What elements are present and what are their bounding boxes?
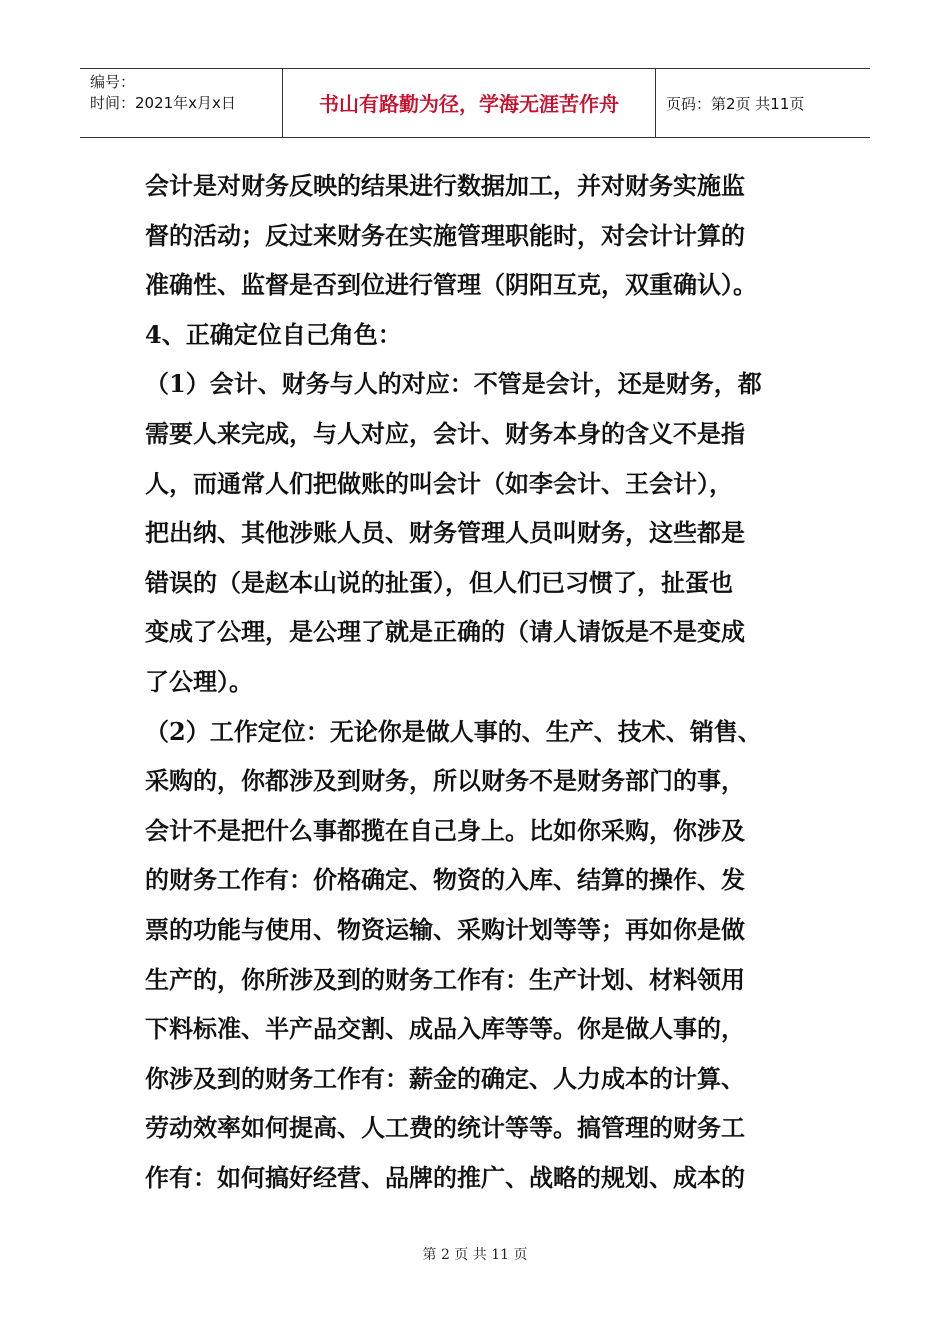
body-line: （1）会计、财务与人的对应：不管是会计，还是财务，都	[145, 369, 762, 399]
body-line: 变成了公理，是公理了就是正确的（请人请饭是不是变成	[145, 617, 745, 647]
body-line: 票的功能与使用、物资运输、采购计划等等；再如你是做	[145, 914, 745, 944]
body-line: 下料标准、半产品交割、成品入库等等。你是做人事的，	[145, 1014, 745, 1044]
page-header	[80, 68, 870, 138]
body-line: 作有：如何搞好经营、品牌的推广、战略的规划、成本的	[145, 1162, 745, 1192]
document-number-label: 编号：	[90, 73, 136, 91]
body-line: 会计是对财务反映的结果进行数据加工，并对财务实施监	[145, 171, 745, 200]
body-line: 了公理）。	[145, 666, 253, 696]
body-line: 人，而通常人们把做账的叫会计（如李会计、王会计），	[145, 468, 733, 498]
body-text	[145, 161, 810, 1202]
body-line: 你涉及到的财务工作有：薪金的确定、人力成本的计算、	[145, 1063, 745, 1093]
body-line: 的财务工作有：价格确定、物资的入库、结算的操作、发	[145, 865, 745, 895]
section-heading: 4、正确定位自己角色：	[145, 319, 402, 349]
body-line: 督的活动；反过来财务在实施管理职能时，对会计计算的	[145, 220, 745, 250]
header-page-info: 页码：第2页 共11页	[666, 95, 805, 113]
header-meta-cell	[80, 69, 282, 137]
body-line: （2）工作定位：无论你是做人事的、生产、技术、销售、	[145, 716, 762, 746]
page-footer: 第 2 页 共 11 页	[422, 1247, 528, 1263]
header-motto: 书山有路勤为径，学海无涯苦作舟	[319, 92, 619, 116]
header-page-cell	[654, 69, 870, 137]
body-line: 采购的，你都涉及到财务，所以财务不是财务部门的事，	[145, 766, 745, 796]
body-line: 把出纳、其他涉账人员、财务管理人员叫财务，这些都是	[145, 518, 745, 548]
body-line: 生产的，你所涉及到的财务工作有：生产计划、材料领用	[145, 964, 745, 994]
body-line: 需要人来完成，与人对应，会计、财务本身的含义不是指	[145, 418, 745, 448]
body-line: 会计不是把什么事都揽在自己身上。比如你采购，你涉及	[145, 815, 745, 845]
document-time-label: 时间：2021年x月x日	[90, 94, 236, 112]
header-motto-cell	[282, 69, 656, 137]
body-line: 错误的（是赵本山说的扯蛋），但人们已习惯了，扯蛋也	[145, 567, 733, 597]
body-line: 劳动效率如何提高、人工费的统计等等。搞管理的财务工	[145, 1113, 745, 1143]
body-line: 准确性、监督是否到位进行管理（阴阳互克，双重确认）。	[145, 270, 757, 300]
